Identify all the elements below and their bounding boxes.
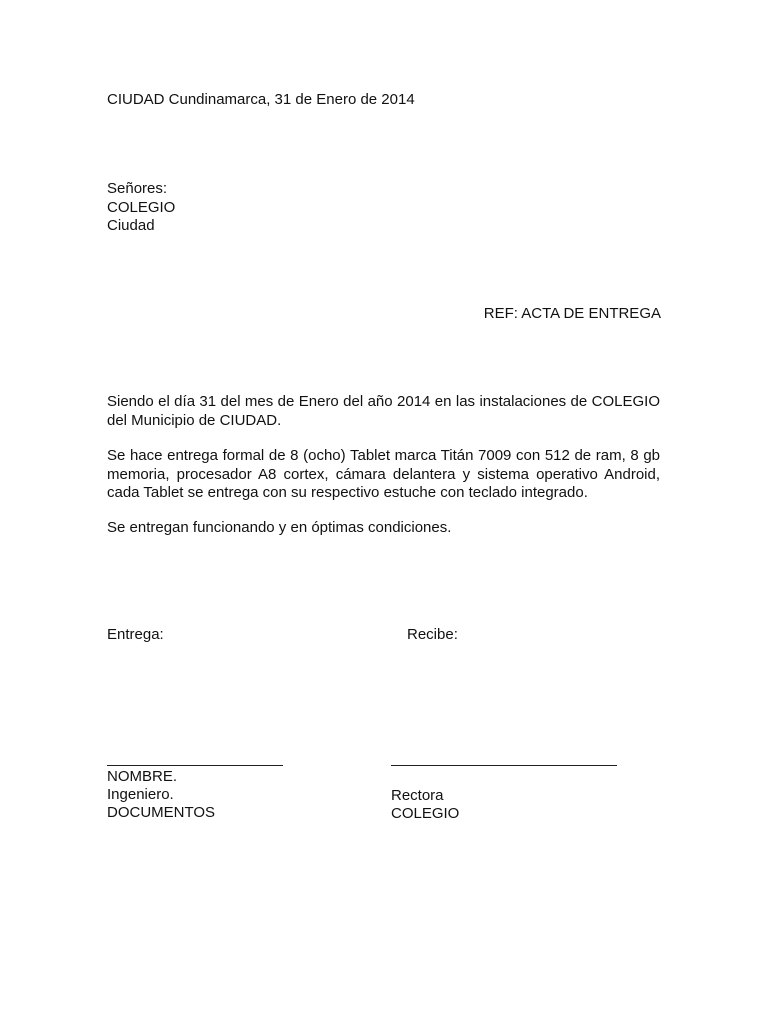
signature-block-recibe [391,787,459,823]
date-line: CIUDAD Cundinamarca, 31 de Enero de 2014 [107,91,415,108]
signer-name: NOMBRE. [107,768,178,785]
signature-line-entrega [107,765,283,766]
recipient-salutation: Señores: [107,180,168,197]
signer-title: Ingeniero. [107,786,174,803]
body-paragraph: Se entregan funcionando y en óptimas condiciones. [107,519,452,536]
recipient-name: COLEGIO [107,198,176,216]
signature-block-entrega [107,768,215,822]
signature-line-recibe [391,765,617,766]
body-paragraph: Se hace entrega formal de 8 (ocho) Tablet marca Titán 7009 con 512 de ram, 8 gb memoria, procesador A8 cortex, cámara delantera y sistema operativo Android, cada Tablet se entrega con su respectivo estuche con teclado integrado. [107,447,660,501]
entrega-label: Entrega: [107,626,164,643]
recipient-block [107,180,175,236]
body-paragraph: Siendo el día 31 del mes de Enero del año 2014 en las instalaciones de COLEGIO del Municipio de CIUDAD. [107,393,660,429]
signer-title: Rectora [391,787,444,804]
recibe-label: Recibe: [407,626,458,643]
signer-org: COLEGIO [391,805,460,822]
signer-org: DOCUMENTOS [107,804,216,821]
reference-line: REF: ACTA DE ENTREGA [483,305,661,322]
recipient-city: Ciudad [107,217,155,234]
